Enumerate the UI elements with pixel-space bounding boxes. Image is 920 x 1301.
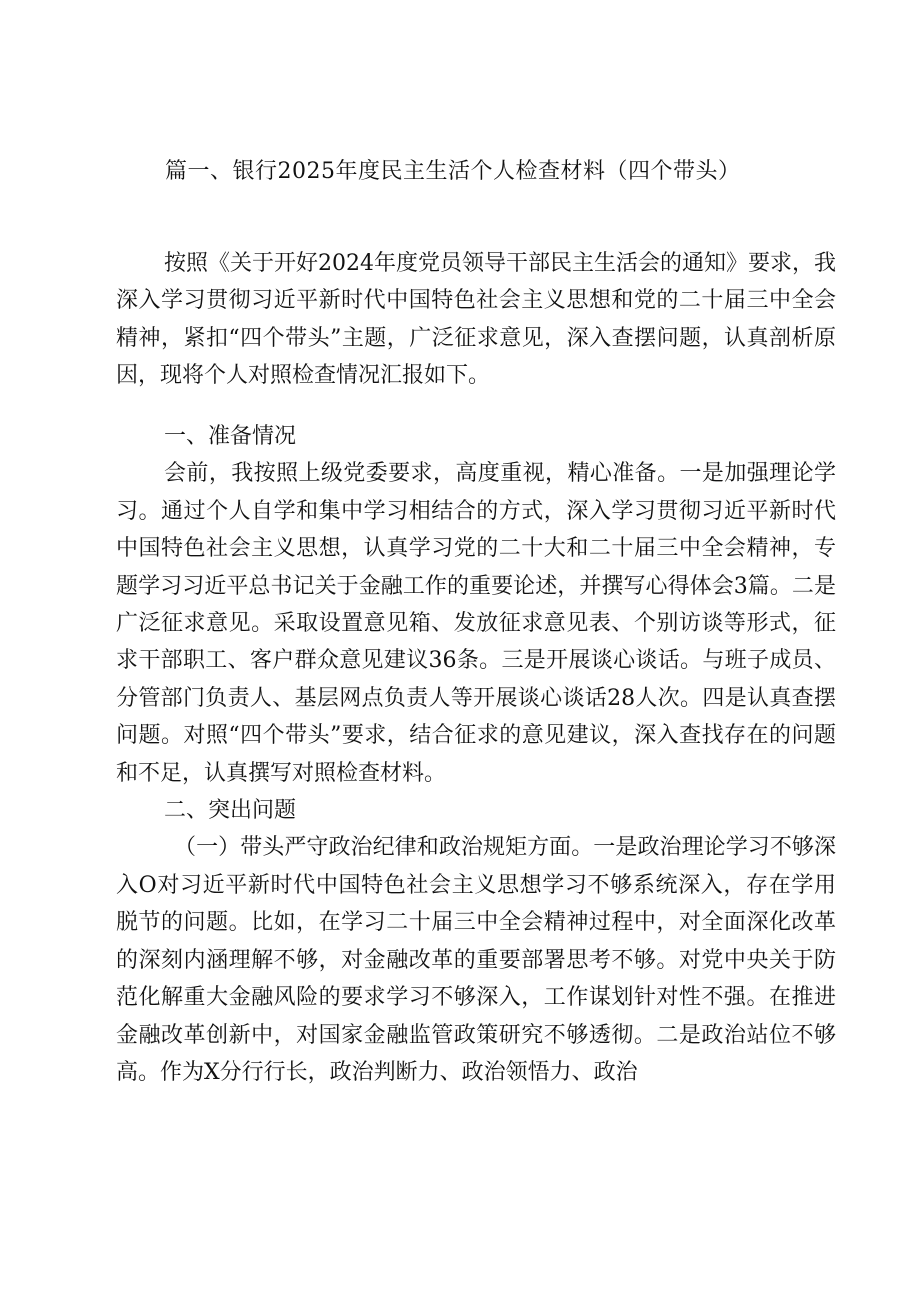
section-heading-preparation: 一、准备情况 [164,424,297,449]
document-title: 篇一、银行2025年度民主生活个人检查材料（四个带头） [165,159,741,184]
section-paragraph-preparation: 会前，我按照上级党委要求，高度重视，精心准备。一是加强理论学习。通过个人自学和集中学习相结合的方式，深入学习贯彻习近平新时代中国特色社会主义思想，认真学习党的二十大和二十届三中全会精神，专题学习习近平总书记关于金融工作的重要论述，并撰写心得体会3篇。二是广泛征求意见。采取设置意见箱、发放征求意见表、个别访谈等形式，征求干部职工、客户群众意见建议36条。三是开展谈心谈话。与班子成员、分管部门负责人、基层网点负责人等开展谈心谈话28人次。四是认真查摆问题。对照“四个带头”要求，结合征求的意见建议，深入查找存在的问题和不足，认真撰写对照检查材料。 [116,461,836,786]
section-paragraph-political-discipline: （一）带头严守政治纪律和政治规矩方面。一是政治理论学习不够深入O对习近平新时代中国特色社会主义思想学习不够系统深入，存在学用脱节的问题。比如，在学习二十届三中全会精神过程中，对全面深化改革的深刻内涵理解不够，对金融改革的重要部署思考不够。对党中央关于防范化解重大金融风险的要求学习不够深入，工作谋划针对性不强。在推进金融改革创新中，对国家金融监管政策研究不够透彻。二是政治站位不够高。作为X分行行长，政治判断力、政治领悟力、政治 [116,835,836,1085]
content-block [116,418,836,1091]
intro-paragraph: 按照《关于开好2024年度党员领导干部民主生活会的通知》要求，我深入学习贯彻习近平新时代中国特色社会主义思想和党的二十届三中全会精神，紧扣“四个带头”主题，广泛征求意见，深入查摆问题，认真剖析原因，现将个人对照检查情况汇报如下。 [116,251,836,389]
intro-block [116,245,836,395]
section-heading-problems: 二、突出问题 [164,798,297,824]
